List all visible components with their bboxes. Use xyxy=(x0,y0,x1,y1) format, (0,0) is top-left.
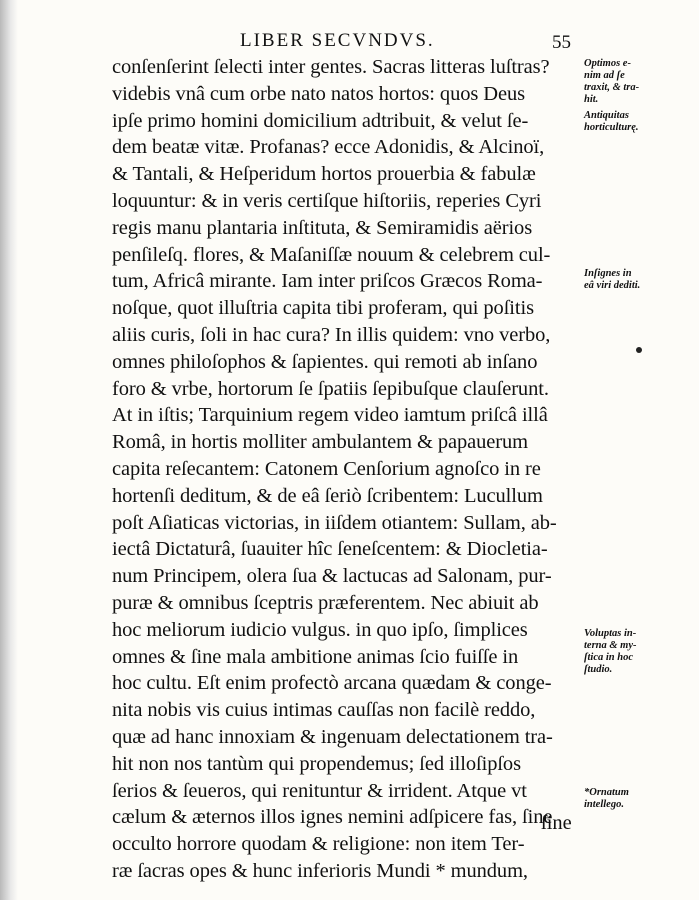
text-line: ſerios & ſeueros, qui renituntur & irrident. Atque vt xyxy=(112,779,527,802)
text-line: occulto horrore quodam & religione: non item Ter- xyxy=(112,833,525,856)
text-line: At in iſtis; Tarquinium regem video iamtum priſcâ illâ xyxy=(112,404,548,427)
text-line: cælum & æternos illos ignes nemini adſpicere fas, ſine xyxy=(112,806,553,829)
margin-note-line: ſtudio. xyxy=(584,664,613,675)
text-line: & Tantali, & Heſperidum hortos prouerbia & fabulæ xyxy=(112,163,536,186)
text-line: aliis curis, ſoli in hac cura? In illis quidem: vno verbo, xyxy=(112,323,551,346)
text-line: nita nobis vis cuius intimas cauſſas non facilè reddo, xyxy=(112,699,536,722)
margin-note-line: terna & my- xyxy=(584,640,637,651)
text-line: poſt Aſiaticas victorias, in iiſdem otiantem: Sullam, ab- xyxy=(112,511,557,534)
text-line: ipſe primo homini domicilium adtribuit, & velut ſe- xyxy=(112,109,529,132)
gutter-shadow xyxy=(0,0,18,900)
text-line: hoc cultu. Eſt enim profectò arcana quædam & conge- xyxy=(112,672,552,695)
margin-note-line: horticulturę. xyxy=(584,122,639,133)
text-line: omnes & ſine mala ambitione animas ſcio fuiſſe in xyxy=(112,645,519,668)
text-line: hortenſi deditum, & de eâ ſeriò ſcribentem: Lucullum xyxy=(112,484,543,507)
text-line: noſque, quot illuſtria capita tibi proferam, qui poſitis xyxy=(112,297,534,320)
catchword: ſine xyxy=(541,812,572,834)
text-line: ræ ſacras opes & hunc inferioris Mundi * mundum, xyxy=(112,859,528,882)
margin-note-line: ſtica in hoc xyxy=(584,652,633,663)
body-text xyxy=(112,54,580,885)
text-line: tum, Africâ mirante. Iam inter priſcos Græcos Roma- xyxy=(112,270,543,293)
margin-note-insignes xyxy=(584,268,680,292)
text-line: hoc meliorum iudicio vulgus. in quo ipſo, ſimplices xyxy=(112,618,528,641)
running-title: LIBER SECVNDVS. xyxy=(240,30,435,51)
text-line: num Principem, olera ſua & lactucas ad Salonam, pur- xyxy=(112,565,552,588)
margin-note-line: *Ornatum xyxy=(584,787,629,798)
margin-note-line: Antiquitas xyxy=(584,110,629,121)
text-line: videbis vnâ cum orbe nato natos hortos: quos Deus xyxy=(112,82,526,105)
text-line: iectâ Dictaturâ, ſuauiter hîc ſeneſcentem: & Diocletia- xyxy=(112,538,548,561)
text-line: loquuntur: & in veris certiſque hiſtoriis, reperies Cyri xyxy=(112,189,542,212)
text-line: conſenſerint ſelecti inter gentes. Sacras litteras luſtras? xyxy=(112,56,550,78)
text-line: puræ & omnibus ſceptris præferentem. Nec abiuit ab xyxy=(112,591,539,614)
margin-note-voluptas xyxy=(584,628,680,676)
margin-note-ornatum xyxy=(584,787,680,811)
margin-note-line: intellego. xyxy=(584,799,624,810)
text-line: penſileſq. flores, & Maſaniſſæ nouum & celebrem cul- xyxy=(112,243,551,266)
margin-note-line: nim ad ſe xyxy=(584,70,625,81)
margin-note-line: Inſignes in xyxy=(584,268,632,279)
margin-note-line: hit. xyxy=(584,94,599,105)
text-line: quæ ad hanc innoxiam & ingenuam delectationem tra- xyxy=(112,725,553,748)
text-line: dem beatæ vitæ. Profanas? ecce Adonidis, & Alcinoï, xyxy=(112,136,545,159)
margin-note-line: traxit, & tra- xyxy=(584,82,640,93)
margin-note-optimos xyxy=(584,58,680,106)
margin-note-line: eâ viri dediti. xyxy=(584,280,641,291)
text-line: capita reſecantem: Catonem Cenſorium agnoſco in re xyxy=(112,457,541,480)
text-line: foro & vrbe, hortorum ſe ſpatiis ſepibuſque clauſerunt. xyxy=(112,377,549,400)
text-line: Româ, in hortis molliter ambulantem & papauerum xyxy=(112,431,529,454)
margin-note-line: Optimos e- xyxy=(584,58,631,69)
text-line: regis manu plantaria inſtituta, & Semiramidis aërios xyxy=(112,216,533,239)
text-line: hit non nos tantùm qui propendemus; ſed illoſipſos xyxy=(112,752,521,775)
page-number: 55 xyxy=(552,32,571,53)
margin-dot xyxy=(636,347,642,353)
margin-note-antiquitas xyxy=(584,110,680,134)
margin-note-line: Voluptas in- xyxy=(584,628,637,639)
text-line: omnes philoſophos & ſapientes. qui remoti ab inſano xyxy=(112,350,538,373)
